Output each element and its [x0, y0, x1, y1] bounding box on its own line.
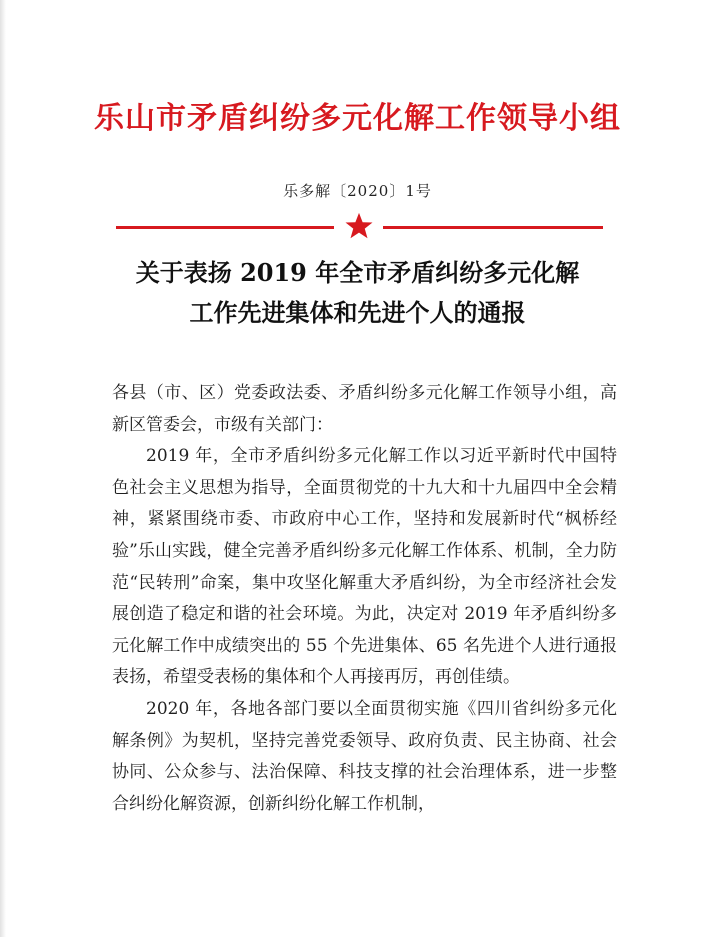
- paragraph-1: 2019 年，全市矛盾纠纷多元化解工作以习近平新时代中国特色社会主义思想为指导，全面贯彻党的十九大和十九届四中全会精神，紧紧围绕市委、市政府中心工作，坚持和发展新时代“枫桥经验”乐山实践，健全完善矛盾纠纷多元化解工作体系、机制，全力防范“民转刑”命案，集中攻坚化解重大矛盾纠纷，为全市经济社会发展创造了稳定和谐的社会环境。为此，决定对 2019 年矛盾纠纷多元化解工作中成绩突出的 55 个先进集体、65 名先进个人进行通报表扬，希望受表杨的集体和个人再接再厉，再创佳绩。: [112, 446, 617, 688]
- notice-title-line-1: 关于表扬 2019 年全市矛盾纠纷多元化解: [135, 258, 580, 287]
- document-number: 乐多解〔2020〕1号: [283, 182, 432, 200]
- red-rule-left: [116, 226, 334, 229]
- document-body: [112, 378, 617, 820]
- notice-title: [0, 253, 715, 333]
- star-icon: [344, 211, 374, 241]
- notice-title-line-2: 工作先进集体和先进个人的通报: [189, 298, 526, 327]
- page-edge-shadow: [0, 0, 6, 937]
- org-title: 乐山市矛盾纠纷多元化解工作领导小组: [94, 101, 621, 136]
- paragraph-2: 2020 年，各地各部门要以全面贯彻实施《四川省纠纷多元化解条例》为契机，坚持完善党委领导、政府负责、民主协商、社会协同、公众参与、法治保障、科技支撑的社会治理体系，进一步整合纠纷化解资源，创新纠纷化解工作机制，: [112, 698, 617, 814]
- salutation: 各县（市、区）党委政法委、矛盾纠纷多元化解工作领导小组，高新区管委会，市级有关部门：: [112, 383, 617, 435]
- red-rule-right: [383, 226, 603, 229]
